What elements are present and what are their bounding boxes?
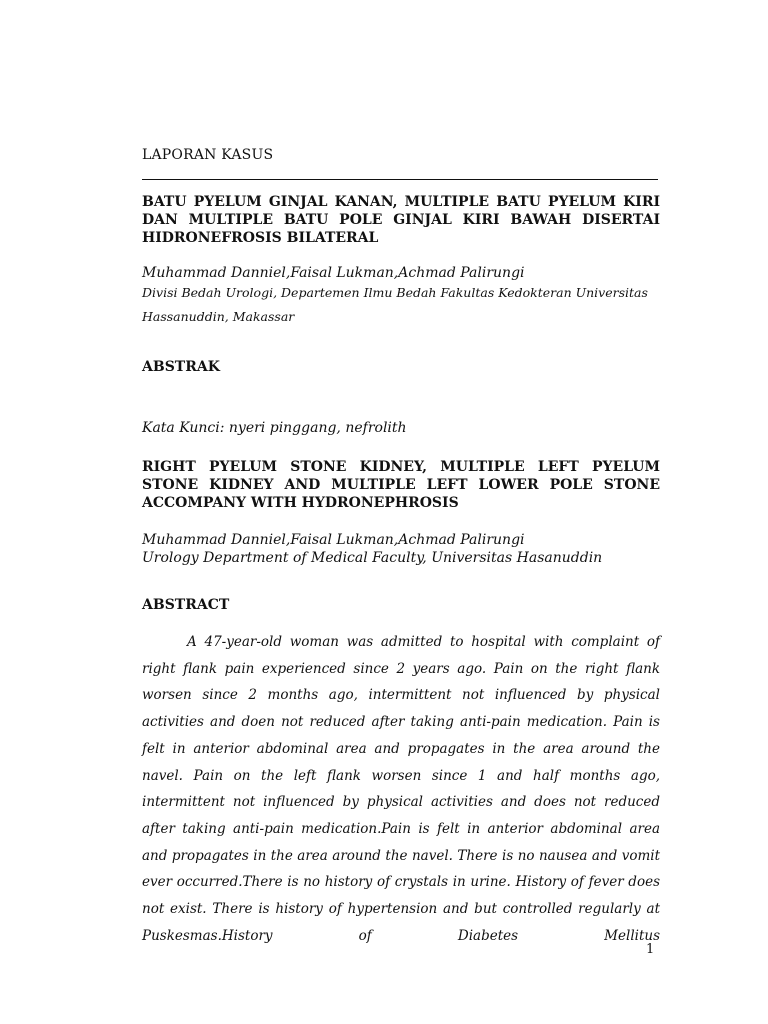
abstract-heading: ABSTRACT [142,597,230,613]
keywords: Kata Kunci: nyeri pinggang, nefrolith [142,420,407,436]
english-affiliation: Urology Department of Medical Faculty, Universitas Hasanuddin [142,550,603,566]
indonesian-affiliation: Divisi Bedah Urologi, Departemen Ilmu Bedah Fakultas Kedokteran Universitas Hassanuddin, Makassar [142,285,648,324]
indonesian-authors: Muhammad Danniel,Faisal Lukman,Achmad Palirungi [142,265,525,281]
page-number: 1 [646,942,655,957]
indonesian-title: BATU PYELUM GINJAL KANAN, MULTIPLE BATU PYELUM KIRI DAN MULTIPLE BATU POLE GINJAL KIRI BAWAH DISERTAI HIDRONEFROSIS BILATERAL [142,194,660,246]
report-type-label: LAPORAN KASUS [142,147,274,163]
abstract-paragraph: A 47-year-old woman was admitted to hospital with complaint of right flank pain experienced since 2 years ago. Pain on the right flank worsen since 2 months ago, intermittent not influenced by physical activities and doen not reduced after taking anti-pain medication. Pain is felt in anterior abdominal area and propagates in the area around the navel. Pain on the left flank worsen since 1 and half months ago, intermittent not influenced by physical activities and does not reduced after taking anti-pain medication.Pain is felt in anterior abdominal area and propagates in the area around the navel. There is no nausea and vomit ever occurred.There is no history of crystals in urine. History of fever does not exist. There is history of hypertension and but controlled regularly at Puskesmas.History of Diabetes Mellitus [142,634,660,944]
english-title: RIGHT PYELUM STONE KIDNEY, MULTIPLE LEFT PYELUM STONE KIDNEY AND MULTIPLE LEFT LOWER POLE STONE ACCOMPANY WITH HYDRONEPHROSIS [142,459,660,511]
header-rule [142,179,658,180]
abstrak-heading: ABSTRAK [142,359,220,375]
abstract-body [142,629,660,944]
english-authors: Muhammad Danniel,Faisal Lukman,Achmad Palirungi [142,532,525,548]
